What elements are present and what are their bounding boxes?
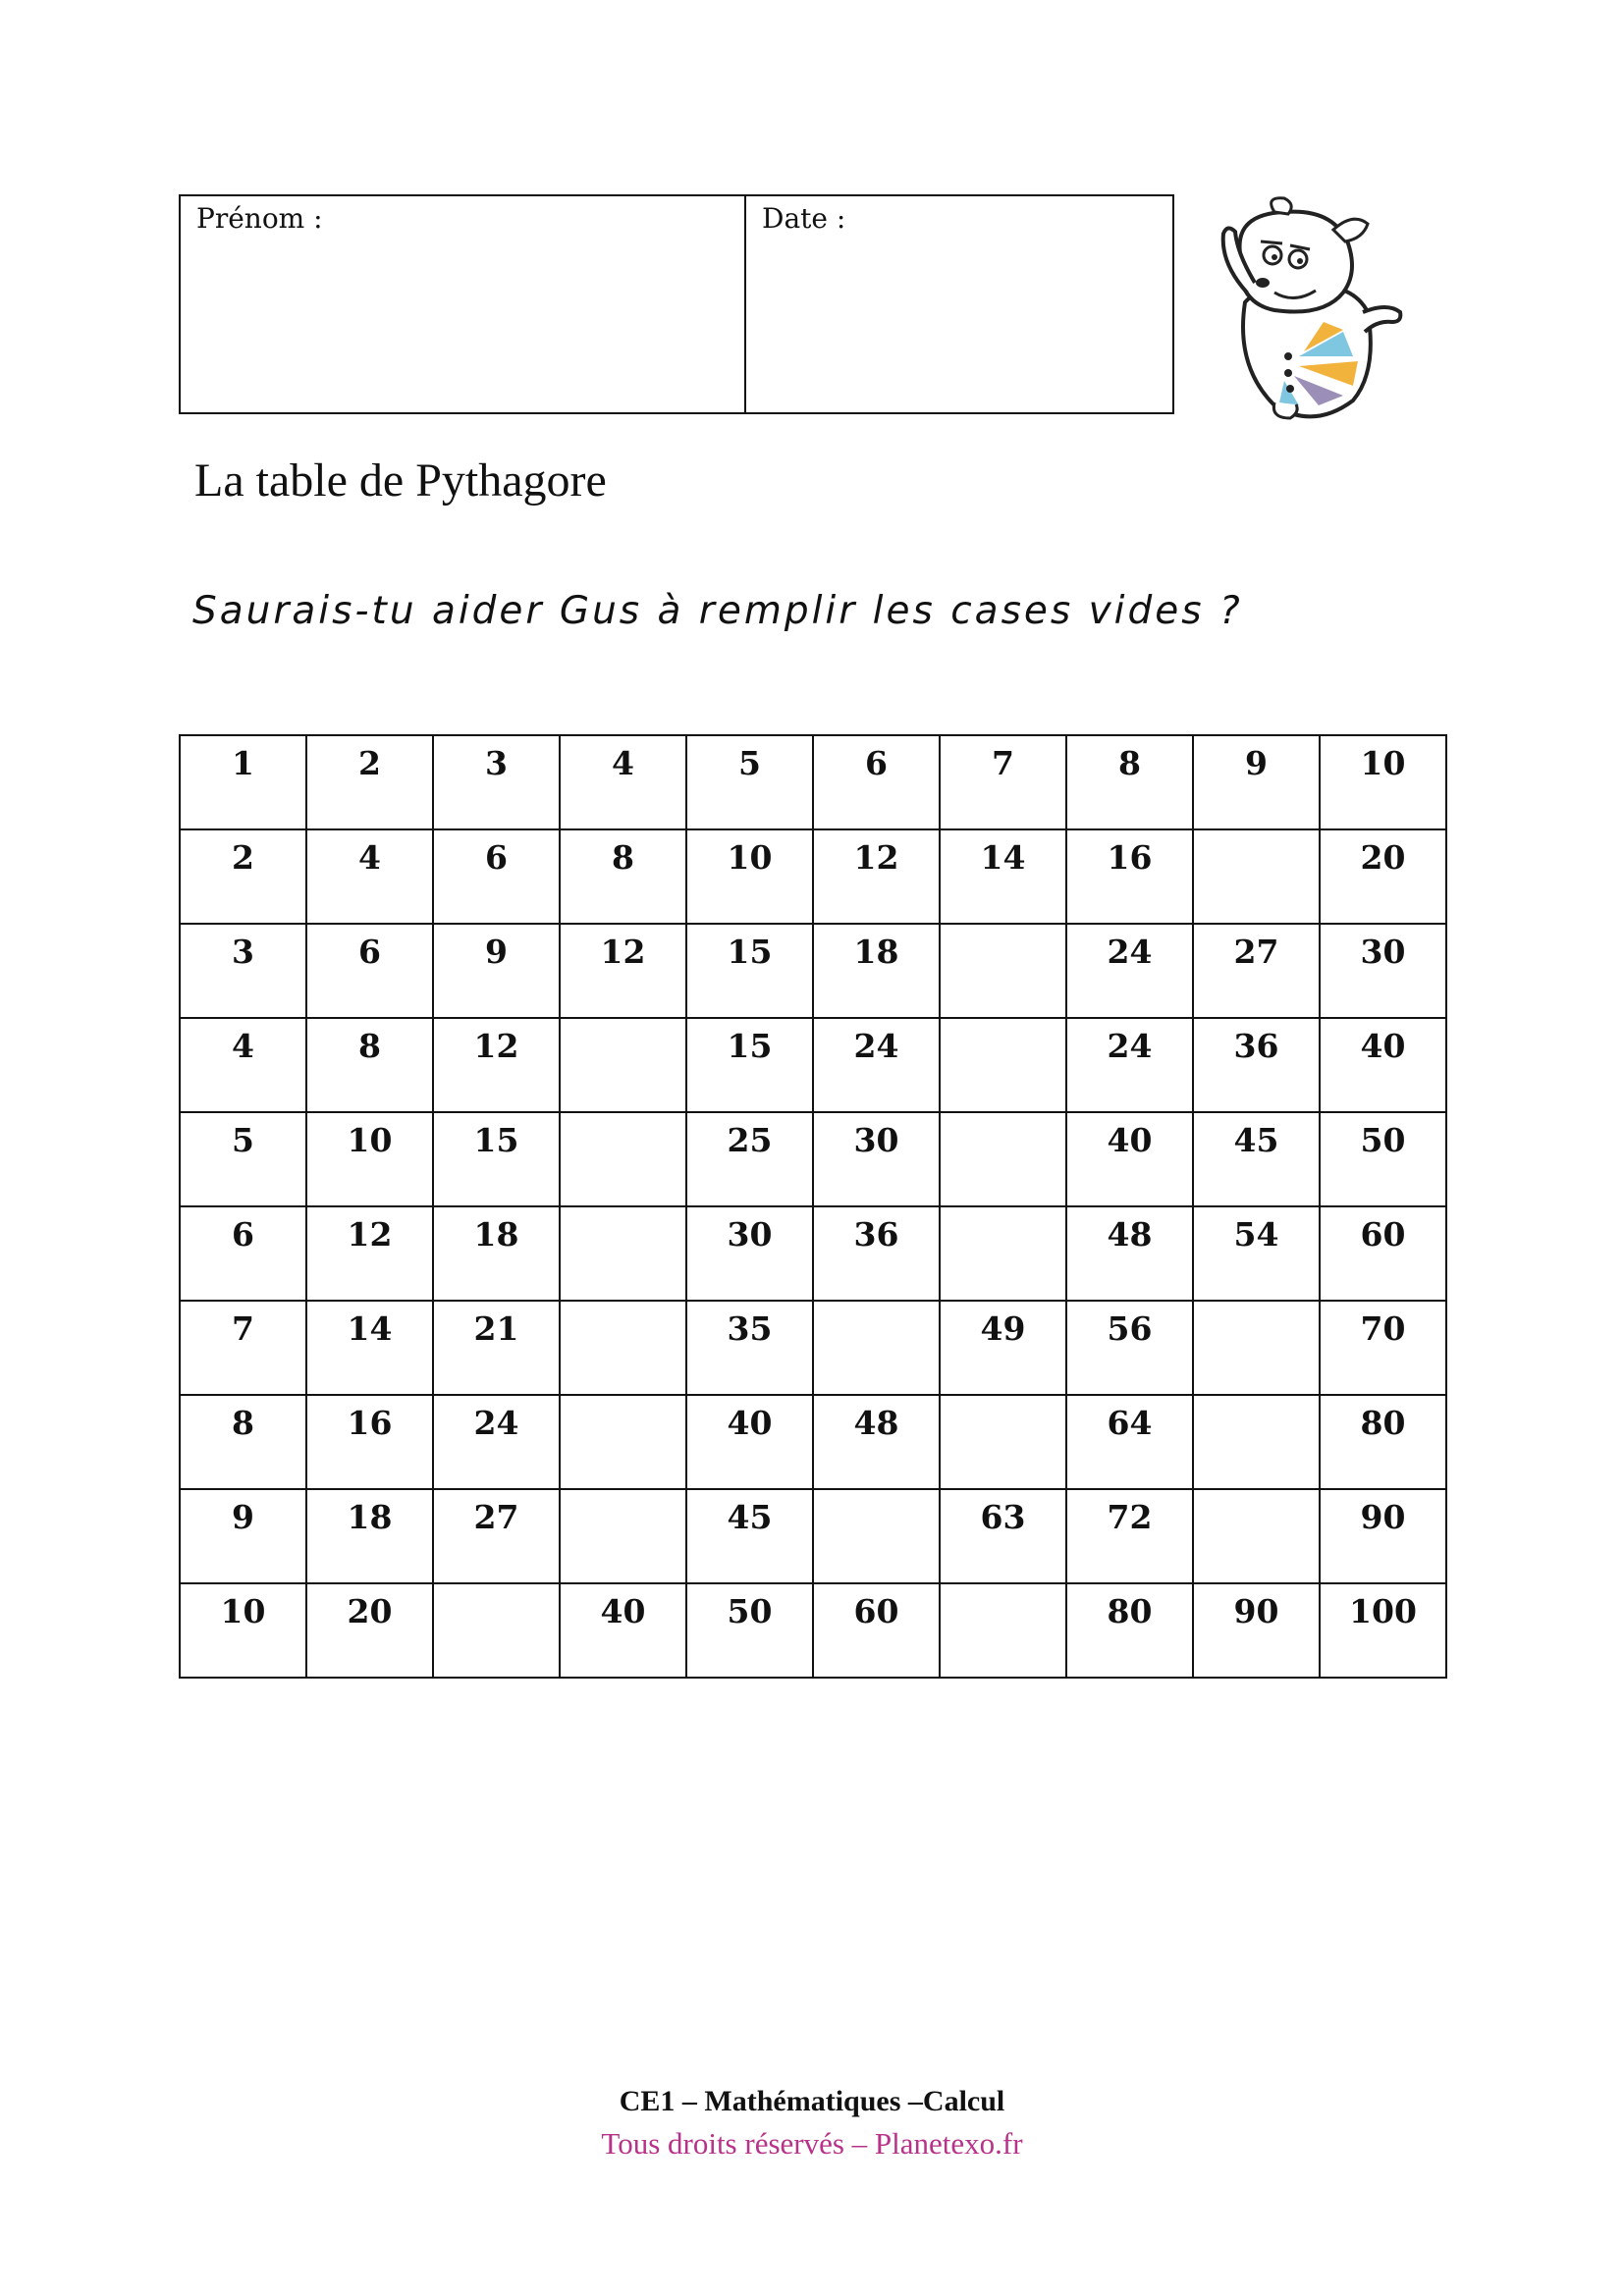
empty-cell[interactable] bbox=[433, 1583, 560, 1678]
empty-cell[interactable] bbox=[560, 1301, 686, 1395]
table-cell: 36 bbox=[1193, 1018, 1320, 1112]
table-cell: 24 bbox=[1066, 1018, 1193, 1112]
empty-cell[interactable] bbox=[560, 1018, 686, 1112]
worksheet-title: La table de Pythagore bbox=[194, 454, 607, 507]
table-cell: 1 bbox=[180, 735, 306, 829]
prenom-label: Prénom : bbox=[196, 202, 323, 235]
table-cell: 24 bbox=[433, 1395, 560, 1489]
table-cell: 8 bbox=[306, 1018, 433, 1112]
table-row bbox=[180, 1583, 1446, 1678]
table-cell: 12 bbox=[560, 924, 686, 1018]
table-cell: 30 bbox=[813, 1112, 940, 1206]
table-row bbox=[180, 1018, 1446, 1112]
table-cell: 20 bbox=[1320, 829, 1446, 924]
table-cell: 2 bbox=[180, 829, 306, 924]
empty-cell[interactable] bbox=[1193, 1489, 1320, 1583]
table-cell: 16 bbox=[1066, 829, 1193, 924]
table-cell: 4 bbox=[306, 829, 433, 924]
prenom-field[interactable] bbox=[181, 196, 746, 412]
footer-copyright: Tous droits réservés – Planetexo.fr bbox=[601, 2126, 1023, 2161]
table-cell: 25 bbox=[686, 1112, 813, 1206]
worksheet-instruction: Saurais-tu aider Gus à remplir les cases vides ? bbox=[192, 589, 1243, 633]
empty-cell[interactable] bbox=[560, 1395, 686, 1489]
table-cell: 6 bbox=[433, 829, 560, 924]
table-cell: 50 bbox=[686, 1583, 813, 1678]
table-cell: 6 bbox=[180, 1206, 306, 1301]
table-cell: 63 bbox=[940, 1489, 1066, 1583]
table-cell: 100 bbox=[1320, 1583, 1446, 1678]
table-cell: 40 bbox=[1066, 1112, 1193, 1206]
table-cell: 5 bbox=[180, 1112, 306, 1206]
table-cell: 80 bbox=[1320, 1395, 1446, 1489]
table-cell: 21 bbox=[433, 1301, 560, 1395]
table-cell: 14 bbox=[306, 1301, 433, 1395]
footer-course-label: CE1 – Mathématiques –Calcul bbox=[619, 2085, 1005, 2117]
table-cell: 18 bbox=[813, 924, 940, 1018]
empty-cell[interactable] bbox=[813, 1301, 940, 1395]
table-cell: 20 bbox=[306, 1583, 433, 1678]
table-cell: 8 bbox=[560, 829, 686, 924]
table-cell: 70 bbox=[1320, 1301, 1446, 1395]
table-cell: 7 bbox=[180, 1301, 306, 1395]
pythagore-table bbox=[179, 734, 1447, 1679]
empty-cell[interactable] bbox=[940, 1018, 1066, 1112]
table-cell: 30 bbox=[686, 1206, 813, 1301]
table-cell: 18 bbox=[306, 1489, 433, 1583]
table-cell: 12 bbox=[433, 1018, 560, 1112]
table-cell: 3 bbox=[180, 924, 306, 1018]
table-cell: 45 bbox=[1193, 1112, 1320, 1206]
table-cell: 54 bbox=[1193, 1206, 1320, 1301]
table-cell: 60 bbox=[1320, 1206, 1446, 1301]
table-cell: 40 bbox=[560, 1583, 686, 1678]
table-cell: 60 bbox=[813, 1583, 940, 1678]
table-row bbox=[180, 1489, 1446, 1583]
empty-cell[interactable] bbox=[560, 1206, 686, 1301]
table-cell: 48 bbox=[1066, 1206, 1193, 1301]
table-row bbox=[180, 924, 1446, 1018]
table-cell: 40 bbox=[686, 1395, 813, 1489]
table-cell: 50 bbox=[1320, 1112, 1446, 1206]
table-cell: 49 bbox=[940, 1301, 1066, 1395]
table-cell: 8 bbox=[1066, 735, 1193, 829]
empty-cell[interactable] bbox=[813, 1489, 940, 1583]
table-cell: 15 bbox=[686, 1018, 813, 1112]
table-cell: 10 bbox=[686, 829, 813, 924]
table-cell: 15 bbox=[433, 1112, 560, 1206]
table-cell: 35 bbox=[686, 1301, 813, 1395]
table-cell: 6 bbox=[813, 735, 940, 829]
gus-mascot-illustration bbox=[1206, 194, 1422, 422]
table-cell: 80 bbox=[1066, 1583, 1193, 1678]
empty-cell[interactable] bbox=[560, 1112, 686, 1206]
table-cell: 10 bbox=[180, 1583, 306, 1678]
empty-cell[interactable] bbox=[1193, 1301, 1320, 1395]
table-cell: 3 bbox=[433, 735, 560, 829]
table-cell: 7 bbox=[940, 735, 1066, 829]
table-cell: 9 bbox=[180, 1489, 306, 1583]
table-row bbox=[180, 1395, 1446, 1489]
table-cell: 12 bbox=[306, 1206, 433, 1301]
empty-cell[interactable] bbox=[940, 1583, 1066, 1678]
table-cell: 30 bbox=[1320, 924, 1446, 1018]
table-cell: 24 bbox=[1066, 924, 1193, 1018]
table-cell: 9 bbox=[1193, 735, 1320, 829]
table-cell: 14 bbox=[940, 829, 1066, 924]
empty-cell[interactable] bbox=[940, 1206, 1066, 1301]
table-cell: 24 bbox=[813, 1018, 940, 1112]
table-cell: 4 bbox=[180, 1018, 306, 1112]
table-cell: 27 bbox=[433, 1489, 560, 1583]
table-row bbox=[180, 1112, 1446, 1206]
table-cell: 56 bbox=[1066, 1301, 1193, 1395]
table-row bbox=[180, 1301, 1446, 1395]
student-info-box bbox=[179, 194, 1174, 414]
table-cell: 18 bbox=[433, 1206, 560, 1301]
table-cell: 45 bbox=[686, 1489, 813, 1583]
table-cell: 5 bbox=[686, 735, 813, 829]
table-cell: 27 bbox=[1193, 924, 1320, 1018]
empty-cell[interactable] bbox=[940, 1112, 1066, 1206]
table-row bbox=[180, 829, 1446, 924]
table-cell: 8 bbox=[180, 1395, 306, 1489]
table-cell: 9 bbox=[433, 924, 560, 1018]
table-cell: 15 bbox=[686, 924, 813, 1018]
table-row bbox=[180, 735, 1446, 829]
table-cell: 48 bbox=[813, 1395, 940, 1489]
table-cell: 16 bbox=[306, 1395, 433, 1489]
table-cell: 10 bbox=[306, 1112, 433, 1206]
table-cell: 4 bbox=[560, 735, 686, 829]
table-cell: 72 bbox=[1066, 1489, 1193, 1583]
table-cell: 90 bbox=[1193, 1583, 1320, 1678]
table-cell: 64 bbox=[1066, 1395, 1193, 1489]
table-cell: 2 bbox=[306, 735, 433, 829]
table-cell: 40 bbox=[1320, 1018, 1446, 1112]
date-field[interactable] bbox=[746, 196, 1172, 412]
empty-cell[interactable] bbox=[560, 1489, 686, 1583]
table-cell: 12 bbox=[813, 829, 940, 924]
table-cell: 6 bbox=[306, 924, 433, 1018]
table-cell: 10 bbox=[1320, 735, 1446, 829]
table-row bbox=[180, 1206, 1446, 1301]
empty-cell[interactable] bbox=[940, 924, 1066, 1018]
table-cell: 36 bbox=[813, 1206, 940, 1301]
empty-cell[interactable] bbox=[1193, 1395, 1320, 1489]
empty-cell[interactable] bbox=[1193, 829, 1320, 924]
empty-cell[interactable] bbox=[940, 1395, 1066, 1489]
table-cell: 90 bbox=[1320, 1489, 1446, 1583]
date-label: Date : bbox=[762, 202, 846, 235]
